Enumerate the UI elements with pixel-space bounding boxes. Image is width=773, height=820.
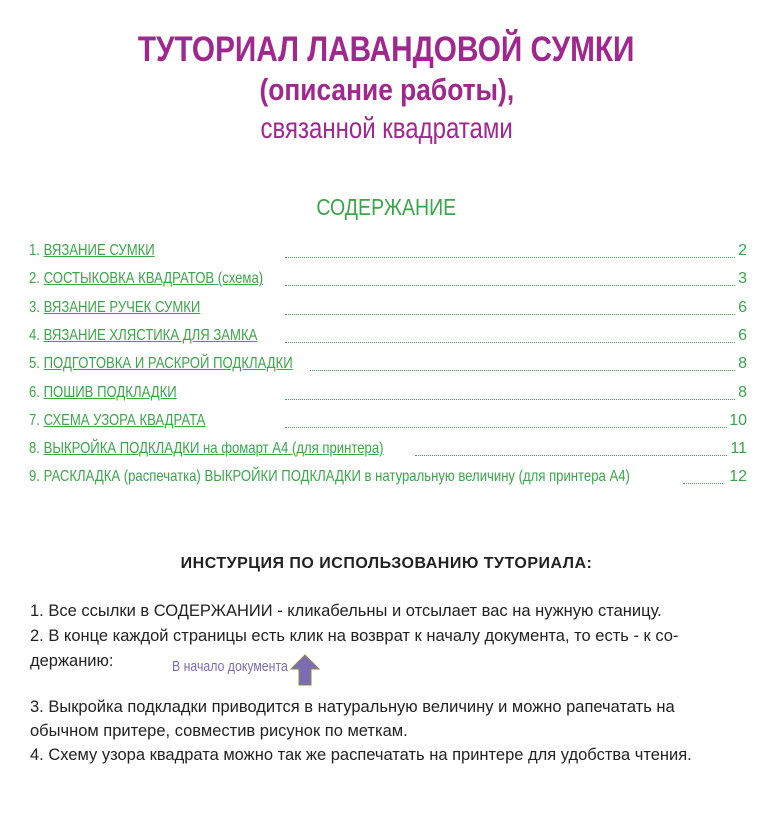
toc-leader-dots bbox=[285, 257, 735, 258]
back-to-top-link[interactable]: В начало документа bbox=[172, 658, 288, 675]
toc-leader-dots bbox=[285, 285, 735, 286]
toc-item-label[interactable] bbox=[29, 384, 177, 402]
instruction-line: держанию: bbox=[30, 652, 114, 670]
toc-item-number: 5. bbox=[29, 355, 44, 373]
toc-item-link[interactable]: ВЯЗАНИЕ СУМКИ bbox=[43, 242, 155, 259]
toc-item-link[interactable]: ПОДГОТОВКА И РАСКРОЙ ПОДКЛАДКИ bbox=[43, 355, 293, 373]
toc-item-link[interactable]: РАСКЛАДКА (распечатка) ВЫКРОЙКИ ПОДКЛАДКИ в натуральную величину (для принтера А4) bbox=[43, 468, 630, 486]
toc-item-number: 8. bbox=[29, 440, 44, 458]
toc-item[interactable] bbox=[29, 242, 747, 266]
toc-item[interactable] bbox=[29, 468, 747, 492]
toc-leader-dots bbox=[415, 455, 727, 456]
toc-item-label[interactable] bbox=[29, 412, 205, 430]
toc-item-number: 3. bbox=[29, 298, 44, 316]
toc-leader-dots bbox=[683, 483, 723, 484]
toc-item-label[interactable] bbox=[29, 270, 263, 288]
toc-heading-text: СОДЕРЖАНИЕ bbox=[316, 194, 457, 220]
toc-page-number: 6 bbox=[738, 326, 747, 344]
toc-item-label[interactable] bbox=[29, 299, 200, 317]
toc-item-link[interactable]: СОСТЫКОВКА КВАДРАТОВ (схема) bbox=[43, 270, 264, 288]
toc-item-number: 2. bbox=[29, 270, 44, 288]
toc-item-label[interactable] bbox=[29, 468, 630, 486]
toc-item-link[interactable]: СХЕМА УЗОРА КВАДРАТА bbox=[43, 411, 206, 429]
toc-item-number: 9. bbox=[29, 468, 44, 486]
instruction-line: 3. Выкройка подкладки приводится в натуральную величину и можно рапечатать на bbox=[30, 698, 675, 716]
instruction-line: 4. Схему узора квадрата можно так же распечатать на принтере для удобства чтения. bbox=[30, 746, 692, 764]
toc-item[interactable] bbox=[29, 299, 747, 323]
toc-item[interactable] bbox=[29, 412, 747, 436]
toc-leader-dots bbox=[285, 342, 735, 343]
toc-item-number: 1. bbox=[29, 242, 44, 259]
toc-item-number: 6. bbox=[29, 383, 44, 401]
title-line2 bbox=[0, 72, 773, 108]
arrow-up-icon[interactable] bbox=[290, 654, 320, 686]
toc-page-number: 12 bbox=[729, 468, 747, 486]
toc-item-label[interactable] bbox=[29, 242, 155, 260]
title-line2-text: (описание работы), bbox=[259, 72, 514, 107]
toc-page-number: 6 bbox=[738, 298, 747, 316]
toc-item-label[interactable] bbox=[29, 327, 257, 345]
toc-item-link[interactable]: ВЯЗАНИЕ РУЧЕК СУМКИ bbox=[43, 298, 201, 316]
toc-item-label[interactable] bbox=[29, 440, 383, 458]
toc-page-number: 11 bbox=[730, 440, 747, 458]
toc-heading bbox=[0, 194, 773, 221]
title-line3 bbox=[0, 112, 773, 146]
instruction-line: 1. Все ссылки в СОДЕРЖАНИИ - кликабельны и отсылает вас на нужную станицу. bbox=[30, 602, 662, 620]
toc-page-number: 2 bbox=[738, 242, 747, 259]
toc-item-link[interactable]: ВЯЗАНИЕ ХЛЯСТИКА ДЛЯ ЗАМКА bbox=[43, 326, 258, 344]
title-line1 bbox=[0, 30, 773, 70]
toc-leader-dots bbox=[285, 314, 735, 315]
title-line1-text: ТУТОРИАЛ ЛАВАНДОВОЙ СУМКИ bbox=[138, 30, 635, 69]
toc-leader-dots bbox=[310, 370, 735, 371]
toc-item-link[interactable]: ПОШИВ ПОДКЛАДКИ bbox=[43, 383, 177, 401]
toc-item-number: 7. bbox=[29, 411, 44, 429]
title-line3-text: связанной квадратами bbox=[260, 112, 513, 145]
toc-item-label[interactable] bbox=[29, 355, 293, 373]
toc-item[interactable] bbox=[29, 440, 747, 464]
toc-item[interactable] bbox=[29, 355, 747, 379]
instruction-line: обычном притере, совместив рисунок по меткам. bbox=[30, 722, 408, 740]
toc-leader-dots bbox=[285, 427, 727, 428]
toc-page-number: 8 bbox=[738, 383, 747, 401]
toc-page-number: 8 bbox=[738, 355, 747, 373]
toc-leader-dots bbox=[285, 399, 735, 400]
instruction-line: 2. В конце каждой страницы есть клик на возврат к началу документа, то есть - к со- bbox=[30, 627, 679, 645]
toc-page-number: 3 bbox=[738, 270, 747, 288]
toc-item-number: 4. bbox=[29, 326, 44, 344]
toc-item[interactable] bbox=[29, 270, 747, 294]
toc-item[interactable] bbox=[29, 327, 747, 351]
toc-item-link[interactable]: ВЫКРОЙКА ПОДКЛАДКИ на фомарт А4 (для принтера) bbox=[43, 440, 384, 458]
toc-page-number: 10 bbox=[729, 411, 747, 429]
toc-item[interactable] bbox=[29, 384, 747, 408]
instructions-heading: ИНСТУРЦИЯ ПО ИСПОЛЬЗОВАНИЮ ТУТОРИАЛА: bbox=[180, 555, 593, 572]
